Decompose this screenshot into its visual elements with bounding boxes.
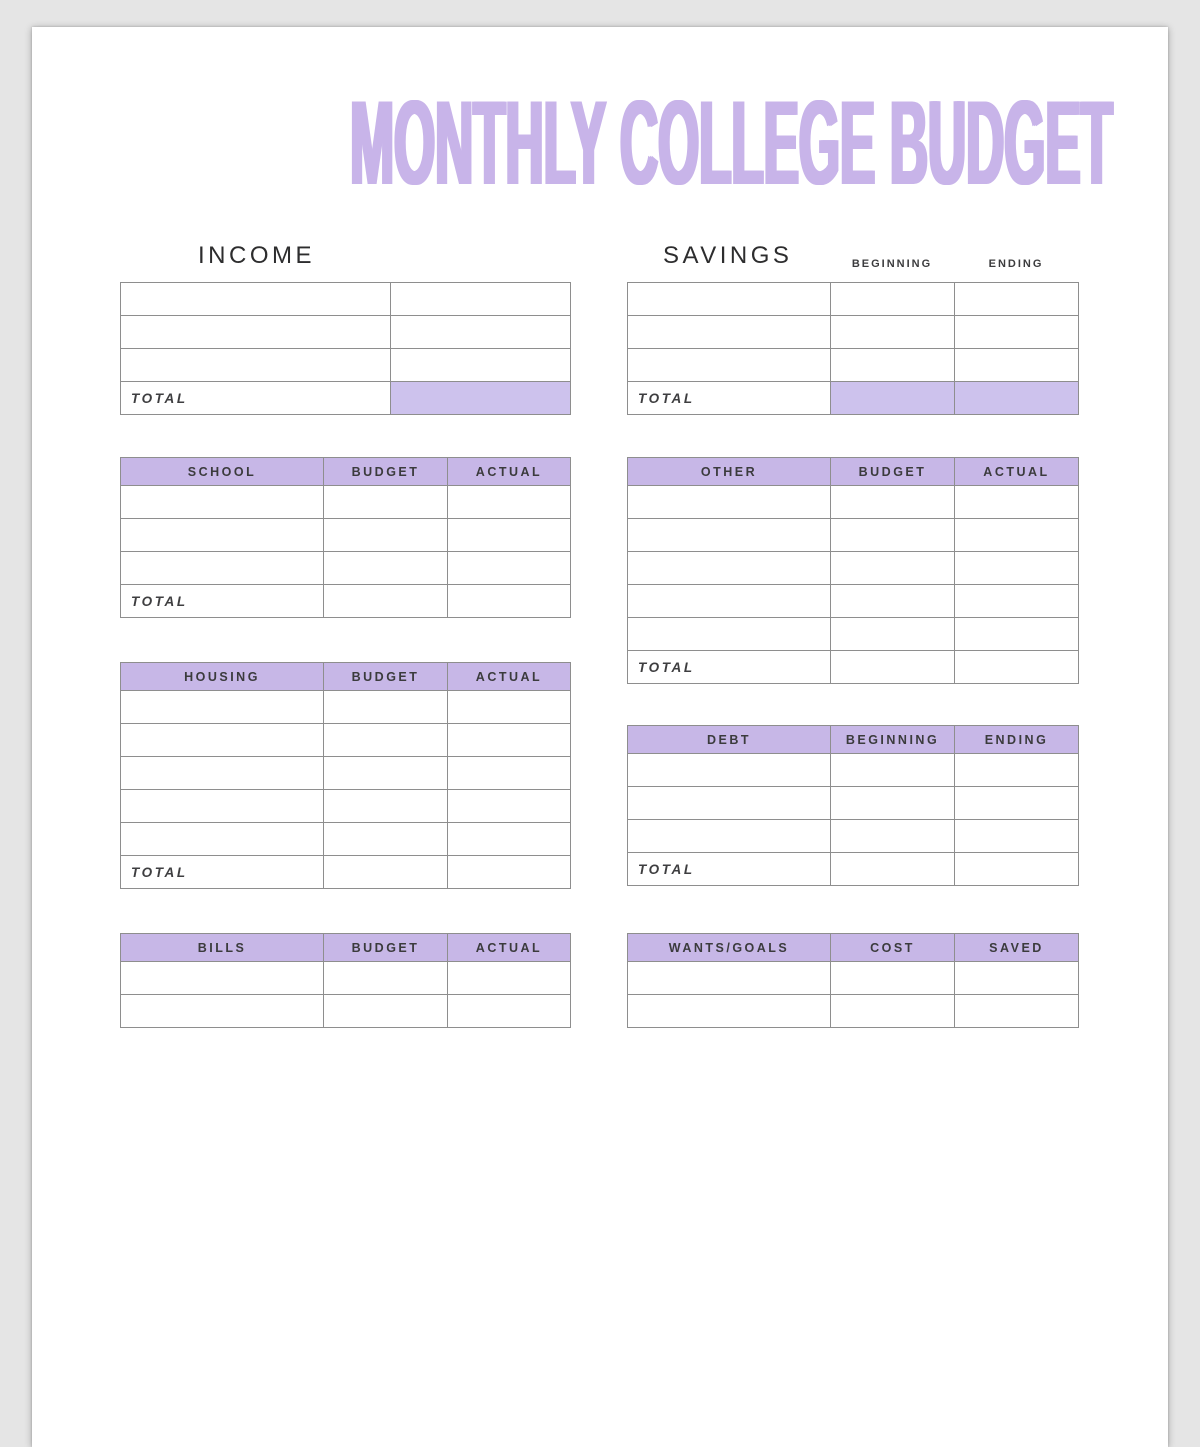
empty-cell <box>324 486 448 519</box>
other-total-label: TOTAL <box>628 651 831 684</box>
actual-header: ACTUAL <box>448 663 571 691</box>
empty-cell <box>955 820 1079 853</box>
empty-cell <box>831 316 955 349</box>
table-row <box>121 691 571 724</box>
income-total-row <box>121 382 571 415</box>
table-row <box>121 995 571 1028</box>
empty-cell <box>628 349 831 382</box>
empty-cell <box>121 486 324 519</box>
empty-cell <box>831 962 955 995</box>
empty-cell <box>831 787 955 820</box>
empty-cell <box>448 962 571 995</box>
empty-cell <box>628 283 831 316</box>
table-row <box>121 790 571 823</box>
empty-cell <box>391 316 571 349</box>
table-row <box>121 757 571 790</box>
debt-table <box>627 725 1079 886</box>
empty-cell <box>831 585 955 618</box>
empty-cell <box>324 519 448 552</box>
empty-cell <box>955 754 1079 787</box>
housing-header: HOUSING <box>121 663 324 691</box>
savings-total-label: TOTAL <box>628 382 831 415</box>
income-section-title: INCOME <box>198 242 315 269</box>
debt-total-label: TOTAL <box>628 853 831 886</box>
saved-header: SAVED <box>955 934 1079 962</box>
budget-header: BUDGET <box>831 458 955 486</box>
empty-cell <box>324 962 448 995</box>
empty-cell <box>955 853 1079 886</box>
empty-cell <box>448 856 571 889</box>
empty-cell <box>628 787 831 820</box>
empty-cell <box>955 519 1079 552</box>
table-row <box>121 283 571 316</box>
housing-header-row <box>121 663 571 691</box>
school-header-row <box>121 458 571 486</box>
other-header: OTHER <box>628 458 831 486</box>
school-total-label: TOTAL <box>121 585 324 618</box>
empty-cell <box>831 349 955 382</box>
table-row <box>628 486 1079 519</box>
other-header-row <box>628 458 1079 486</box>
empty-cell <box>448 823 571 856</box>
savings-beginning-column-label: BEGINNING <box>851 258 933 270</box>
empty-cell <box>955 585 1079 618</box>
empty-cell <box>324 790 448 823</box>
empty-cell <box>831 651 955 684</box>
empty-cell <box>831 853 955 886</box>
table-row <box>121 962 571 995</box>
table-row <box>628 995 1079 1028</box>
budget-header: BUDGET <box>324 458 448 486</box>
empty-cell <box>448 691 571 724</box>
empty-cell <box>324 585 448 618</box>
table-row <box>121 552 571 585</box>
savings-table <box>627 282 1079 415</box>
empty-cell <box>831 618 955 651</box>
income-table <box>120 282 571 415</box>
table-row <box>628 820 1079 853</box>
empty-cell <box>955 651 1079 684</box>
table-row <box>121 349 571 382</box>
savings-section-title: SAVINGS <box>663 242 793 269</box>
empty-cell <box>955 962 1079 995</box>
empty-cell <box>628 995 831 1028</box>
table-row <box>628 754 1079 787</box>
bills-table <box>120 933 571 1028</box>
empty-cell <box>324 995 448 1028</box>
empty-cell <box>324 691 448 724</box>
empty-cell <box>831 995 955 1028</box>
empty-cell <box>955 283 1079 316</box>
table-row <box>121 316 571 349</box>
school-header: SCHOOL <box>121 458 324 486</box>
wants-goals-table <box>627 933 1079 1028</box>
empty-cell <box>831 283 955 316</box>
empty-cell <box>324 552 448 585</box>
debt-total-row <box>628 853 1079 886</box>
empty-cell <box>121 962 324 995</box>
empty-cell <box>831 820 955 853</box>
empty-cell <box>121 757 324 790</box>
empty-cell <box>391 283 571 316</box>
empty-cell <box>121 995 324 1028</box>
empty-cell <box>628 316 831 349</box>
empty-cell <box>831 519 955 552</box>
empty-cell <box>324 856 448 889</box>
housing-total-label: TOTAL <box>121 856 324 889</box>
empty-cell <box>121 283 391 316</box>
actual-header: ACTUAL <box>955 458 1079 486</box>
table-row <box>628 962 1079 995</box>
actual-header: ACTUAL <box>448 458 571 486</box>
housing-total-row <box>121 856 571 889</box>
empty-cell <box>121 552 324 585</box>
empty-cell <box>955 995 1079 1028</box>
table-row <box>121 486 571 519</box>
empty-cell <box>628 820 831 853</box>
empty-cell <box>831 754 955 787</box>
empty-cell <box>121 316 391 349</box>
empty-cell <box>831 552 955 585</box>
table-row <box>628 585 1079 618</box>
table-row <box>628 618 1079 651</box>
empty-cell <box>628 519 831 552</box>
empty-cell <box>628 618 831 651</box>
empty-cell <box>448 585 571 618</box>
housing-table <box>120 662 571 889</box>
bills-header: BILLS <box>121 934 324 962</box>
table-row <box>121 724 571 757</box>
empty-cell <box>448 486 571 519</box>
empty-cell <box>955 486 1079 519</box>
empty-cell <box>121 691 324 724</box>
other-total-row <box>628 651 1079 684</box>
empty-cell <box>448 724 571 757</box>
document-page <box>32 27 1168 1447</box>
table-row <box>121 519 571 552</box>
budget-header: BUDGET <box>324 934 448 962</box>
empty-cell <box>391 349 571 382</box>
savings-total-row <box>628 382 1079 415</box>
empty-cell <box>448 552 571 585</box>
empty-cell <box>628 962 831 995</box>
beginning-header: BEGINNING <box>831 726 955 754</box>
page-title: MONTHLY COLLEGE BUDGET <box>350 76 1113 210</box>
table-row <box>628 787 1079 820</box>
empty-cell <box>628 754 831 787</box>
savings-ending-column-label: ENDING <box>988 258 1044 270</box>
table-row <box>628 519 1079 552</box>
empty-cell <box>121 823 324 856</box>
income-total-value-cell <box>391 382 571 415</box>
empty-cell <box>955 552 1079 585</box>
table-row <box>121 823 571 856</box>
ending-header: ENDING <box>955 726 1079 754</box>
income-total-label: TOTAL <box>121 382 391 415</box>
empty-cell <box>121 724 324 757</box>
other-table <box>627 457 1079 684</box>
empty-cell <box>121 790 324 823</box>
empty-cell <box>831 486 955 519</box>
empty-cell <box>955 316 1079 349</box>
empty-cell <box>955 787 1079 820</box>
table-row <box>628 552 1079 585</box>
cost-header: COST <box>831 934 955 962</box>
bills-header-row <box>121 934 571 962</box>
empty-cell <box>448 757 571 790</box>
wants-goals-header-row <box>628 934 1079 962</box>
empty-cell <box>121 519 324 552</box>
table-row <box>628 316 1079 349</box>
empty-cell <box>448 519 571 552</box>
savings-beginning-total-cell <box>831 382 955 415</box>
savings-ending-total-cell <box>955 382 1079 415</box>
school-table <box>120 457 571 618</box>
empty-cell <box>628 585 831 618</box>
empty-cell <box>324 823 448 856</box>
empty-cell <box>121 349 391 382</box>
empty-cell <box>324 757 448 790</box>
wants-goals-header: WANTS/GOALS <box>628 934 831 962</box>
empty-cell <box>324 724 448 757</box>
table-row <box>628 349 1079 382</box>
table-row <box>628 283 1079 316</box>
empty-cell <box>628 552 831 585</box>
empty-cell <box>955 349 1079 382</box>
actual-header: ACTUAL <box>448 934 571 962</box>
budget-header: BUDGET <box>324 663 448 691</box>
empty-cell <box>448 995 571 1028</box>
debt-header-row <box>628 726 1079 754</box>
school-total-row <box>121 585 571 618</box>
empty-cell <box>448 790 571 823</box>
debt-header: DEBT <box>628 726 831 754</box>
empty-cell <box>955 618 1079 651</box>
empty-cell <box>628 486 831 519</box>
